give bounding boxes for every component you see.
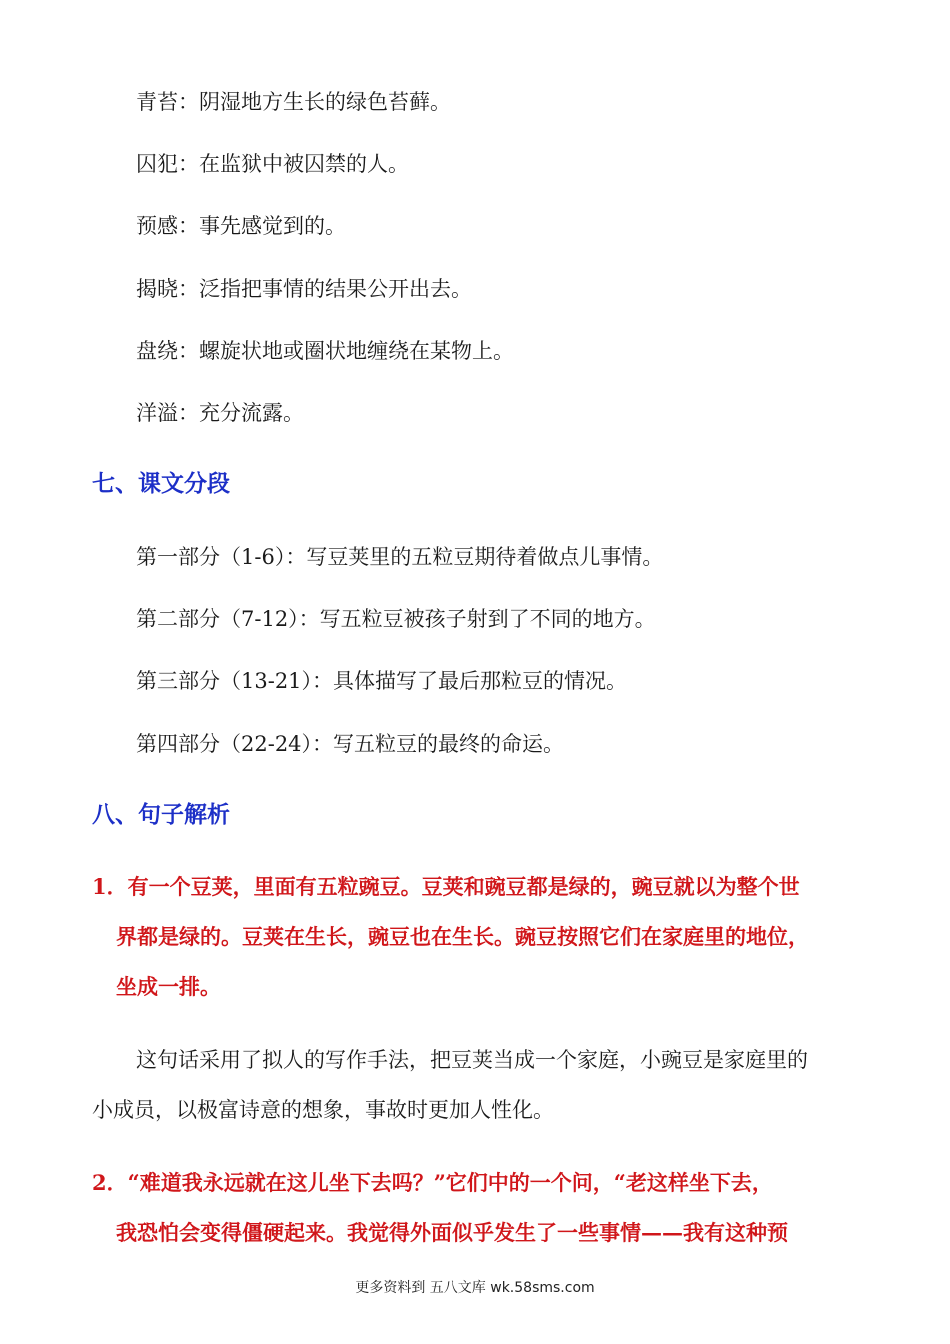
sentence-analysis-1 <box>92 1035 862 1135</box>
definition-qingtai: 青苔：阴湿地方生长的绿色苔藓。 <box>136 90 451 114</box>
sentence-quote-1 <box>92 862 862 1012</box>
definition-qiufan: 囚犯：在监狱中被囚禁的人。 <box>136 152 409 176</box>
segment-part-3: 第三部分（13-21）：具体描写了最后那粒豆的情况。 <box>136 669 628 693</box>
analysis-line: 小成员，以极富诗意的想象，事故时更加人性化。 <box>92 1098 554 1122</box>
section-heading-7: 七、课文分段 <box>92 471 230 497</box>
quote-line: 1．有一个豆荚，里面有五粒豌豆。豆荚和豌豆都是绿的，豌豆就以为整个世 <box>92 874 800 899</box>
quote-line: 我恐怕会变得僵硬起来。我觉得外面似乎发生了一些事情——我有这种预 <box>116 1220 788 1245</box>
definition-panrao: 盘绕：螺旋状地或圈状地缠绕在某物上。 <box>136 339 514 363</box>
definition-yugan: 预感：事先感觉到的。 <box>136 214 346 238</box>
definition-yangyi: 洋溢：充分流露。 <box>136 401 304 425</box>
segment-part-2: 第二部分（7-12）：写五粒豆被孩子射到了不同的地方。 <box>136 607 656 631</box>
quote-line: 2．“难道我永远就在这儿坐下去吗？”它们中的一个问，“老这样坐下去， <box>92 1170 773 1195</box>
definition-jiexiao: 揭晓：泛指把事情的结果公开出去。 <box>136 277 472 301</box>
quote-line: 坐成一排。 <box>116 974 221 999</box>
analysis-line: 这句话采用了拟人的写作手法，把豆荚当成一个家庭，小豌豆是家庭里的 <box>136 1048 808 1072</box>
footer-source: 更多资料到 五八文库 wk.58sms.com <box>355 1280 595 1296</box>
segment-part-1: 第一部分（1-6）：写豆荚里的五粒豆期待着做点儿事情。 <box>136 545 664 569</box>
sentence-quote-2 <box>92 1158 862 1258</box>
section-heading-8: 八、句子解析 <box>92 802 230 828</box>
quote-line: 界都是绿的。豆荚在生长，豌豆也在生长。豌豆按照它们在家庭里的地位， <box>116 924 809 949</box>
segment-part-4: 第四部分（22-24）：写五粒豆的最终的命运。 <box>136 732 565 756</box>
